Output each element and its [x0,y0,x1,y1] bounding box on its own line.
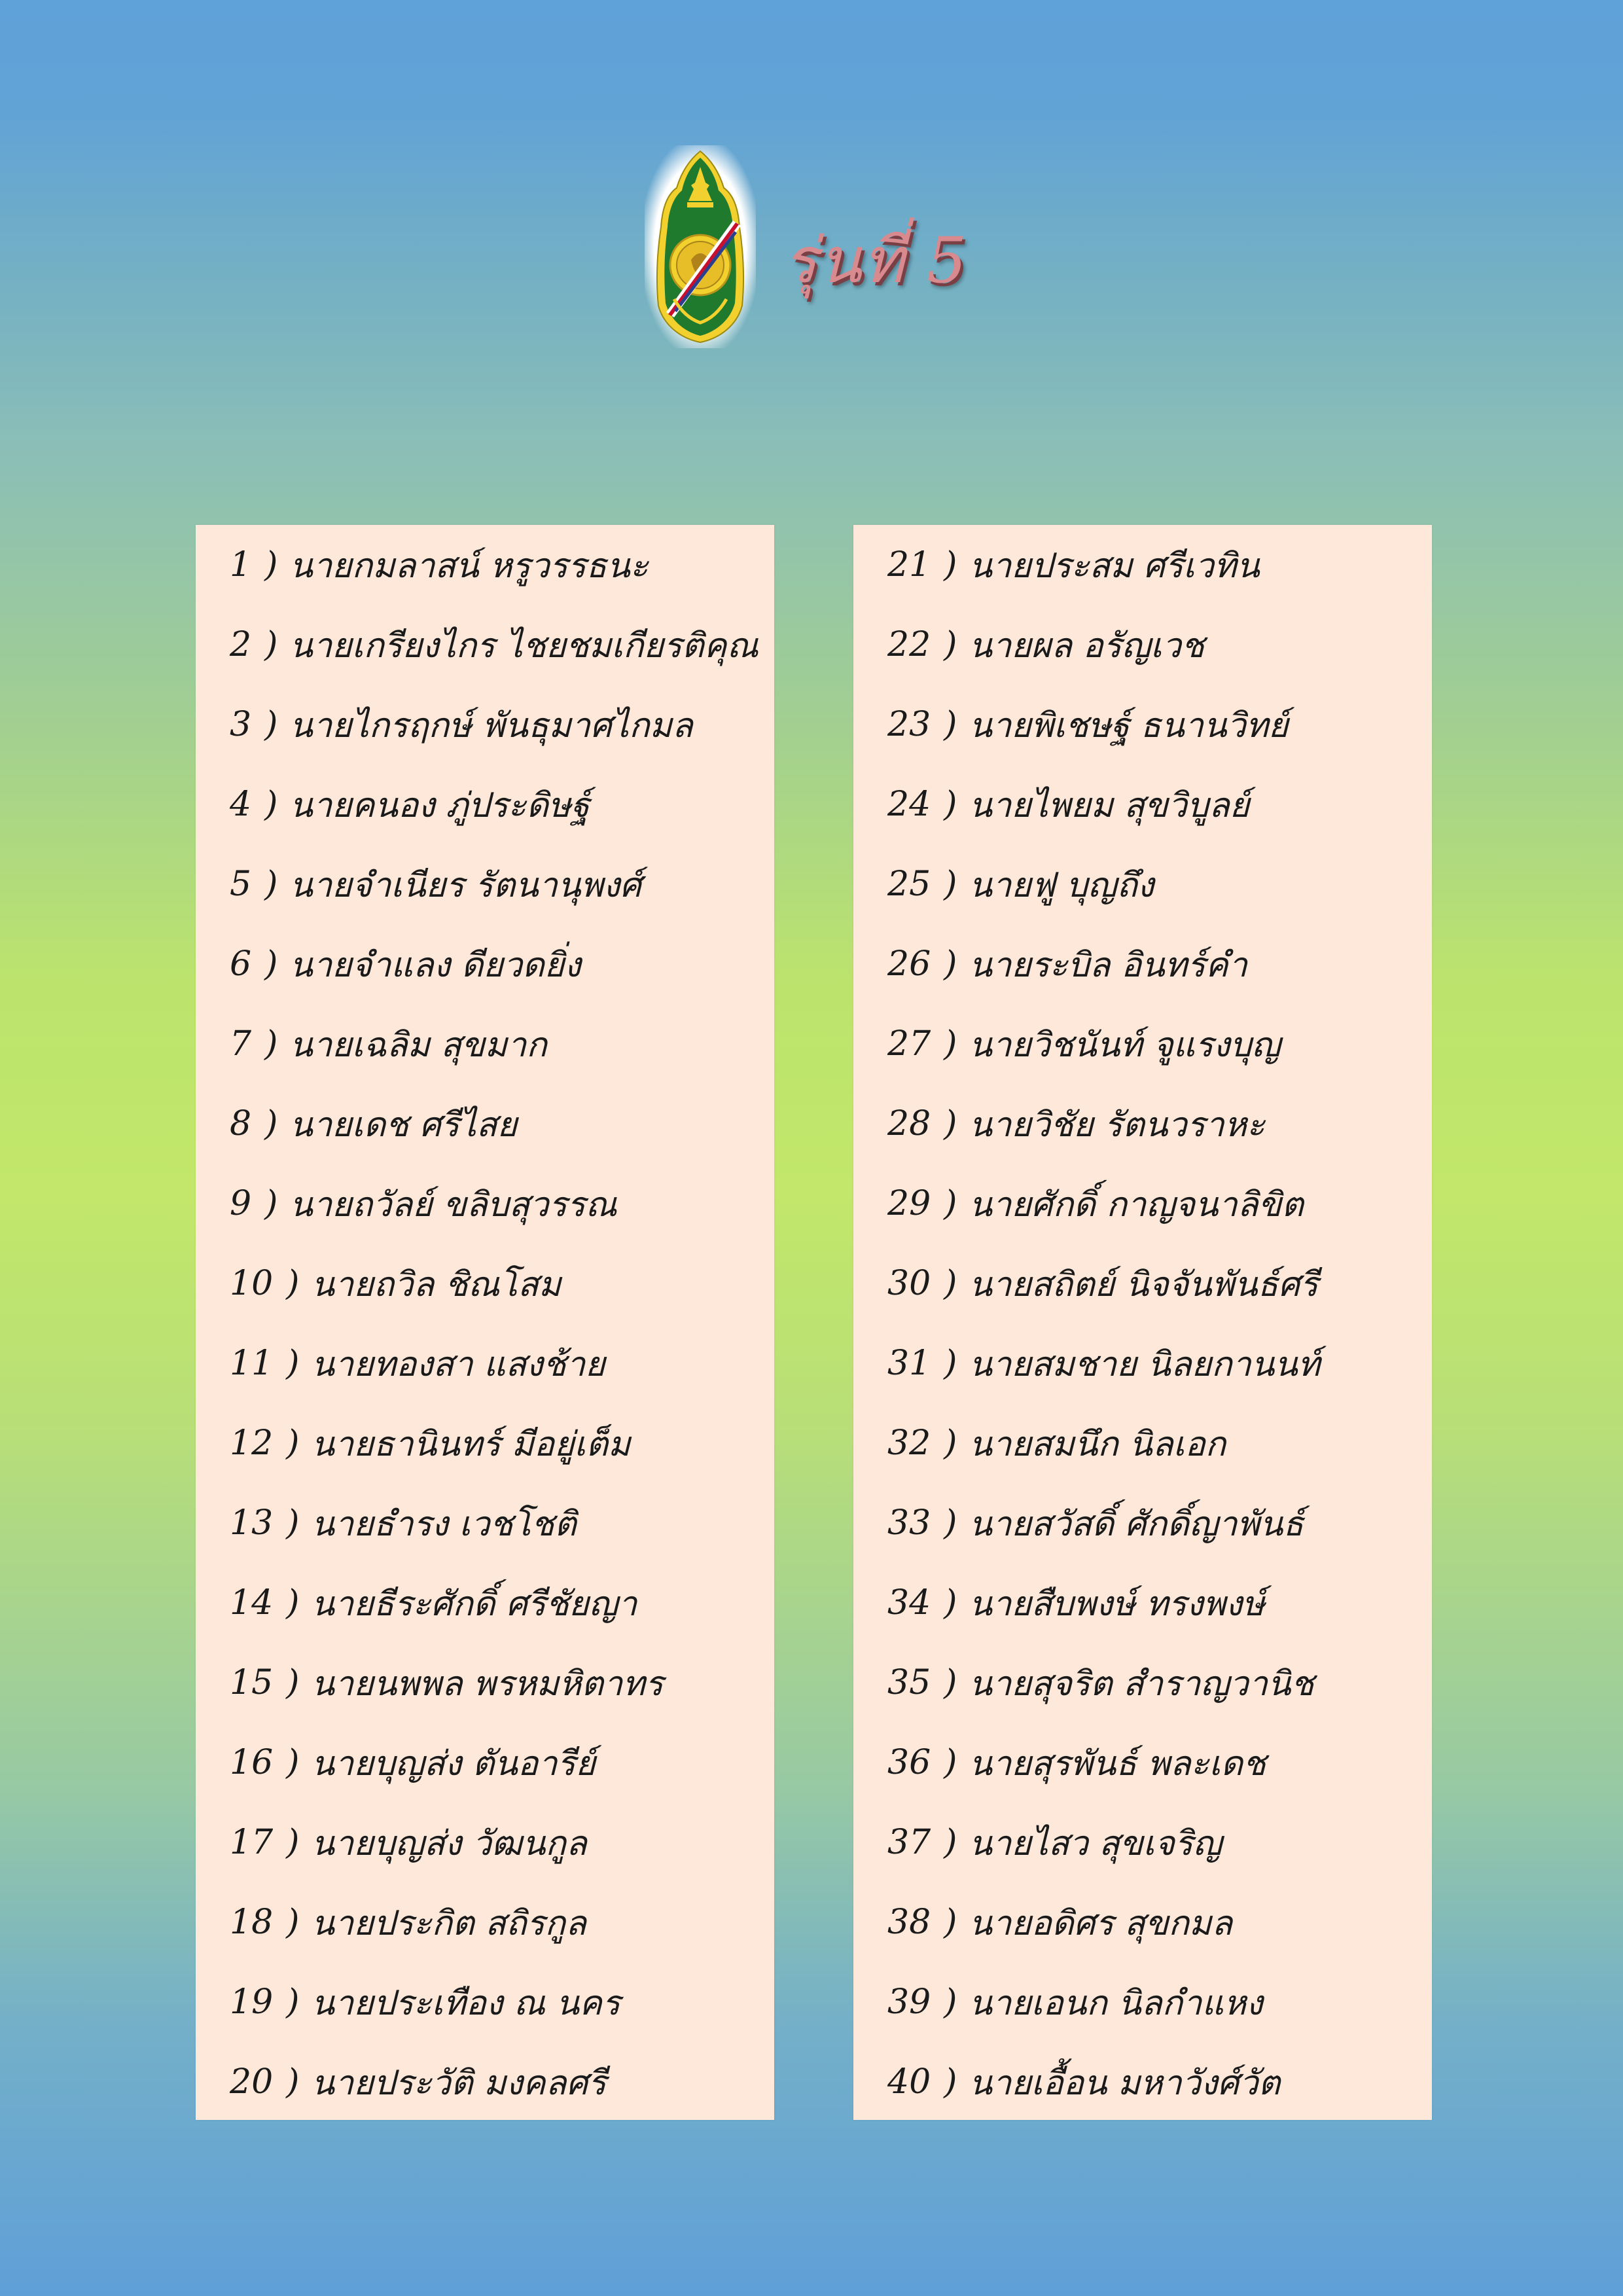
list-item [196,1643,774,1723]
page-title: รุ่นที่ 5 [783,224,969,297]
item-name: นายถวิล ชิณโสม [311,1265,562,1304]
item-number: 5 [230,865,252,904]
item-name: นายไสว สุขเจริญ [969,1823,1222,1863]
list-item [196,844,774,924]
item-separator: ) [286,2062,300,2102]
item-separator: ) [264,785,278,824]
item-name: นายประเทือง ณ นคร [311,1983,620,2023]
item-name: นายเกรียงไกร ไชยชมเกียรติคุณ [289,626,758,666]
item-number: 7 [230,1024,252,1064]
list-item [196,1403,774,1483]
item-separator: ) [944,1264,957,1303]
list-item [853,1244,1432,1323]
item-number: 9 [230,1184,252,1223]
list-item [853,844,1432,924]
list-item [853,1323,1432,1403]
list-item [853,1962,1432,2042]
item-number: 38 [887,1903,931,1942]
list-item [196,1084,774,1164]
item-number: 4 [230,785,252,824]
item-name: นายเฉลิม สุขมาก [289,1025,547,1065]
item-number: 37 [887,1823,931,1862]
item-separator: ) [944,625,957,664]
list-item [853,1164,1432,1244]
list-item [196,1563,774,1643]
item-number: 22 [887,625,931,664]
list-item [853,924,1432,1004]
item-separator: ) [944,2062,957,2102]
item-name: นายระบิล อินทร์คำ [969,945,1247,985]
item-separator: ) [944,865,957,904]
list-item [196,1004,774,1084]
item-name: นายเอื้อน มหาวังศ์วัต [969,2063,1281,2103]
item-number: 10 [230,1264,274,1303]
list-item [853,1723,1432,1803]
name-list-left [196,525,774,2120]
list-item [853,764,1432,844]
item-separator: ) [944,1503,957,1543]
list-item [196,605,774,685]
item-name: นายธำรง เวชโชติ [311,1504,577,1544]
item-name: นายอดิศร สุขกมล [969,1903,1233,1943]
list-item [853,1403,1432,1483]
item-separator: ) [286,1424,300,1463]
list-item [853,1803,1432,1882]
item-separator: ) [286,1503,300,1543]
list-item [853,1483,1432,1563]
item-separator: ) [944,1663,957,1702]
item-name: นายคนอง ภู่ประดิษฐ์ [289,785,590,825]
list-item [196,685,774,764]
item-number: 30 [887,1264,931,1303]
item-number: 39 [887,1982,931,2022]
item-separator: ) [286,1344,300,1383]
item-number: 24 [887,785,931,824]
item-number: 19 [230,1982,274,2022]
item-separator: ) [264,1184,278,1223]
item-name: นายเดช ศรีไสย [289,1105,518,1145]
item-name: นายสุจริต สำราญวานิช [969,1664,1314,1704]
list-item [196,1483,774,1563]
item-number: 15 [230,1663,274,1702]
item-number: 17 [230,1823,274,1862]
list-item [196,1164,774,1244]
item-number: 32 [887,1424,931,1463]
item-name: นายนพพล พรหมหิตาทร [311,1664,664,1704]
item-number: 20 [230,2062,274,2102]
item-name: นายวิชัย รัตนวราหะ [969,1105,1265,1145]
item-name: นายธีระศักดิ์ ศรีชัยญา [311,1584,637,1624]
item-name: นายสมชาย นิลยกานนท์ [969,1344,1321,1384]
item-number: 14 [230,1583,274,1623]
item-name: นายบุญส่ง วัฒนกูล [311,1823,587,1863]
list-item [196,1962,774,2042]
item-number: 40 [887,2062,931,2102]
list-item [196,1323,774,1403]
item-name: นายถวัลย์ ขลิบสุวรรณ [289,1185,617,1225]
item-separator: ) [286,1823,300,1862]
item-number: 34 [887,1583,931,1623]
list-item [853,1084,1432,1164]
list-item [853,1882,1432,1962]
item-separator: ) [944,1104,957,1143]
list-item [196,924,774,1004]
list-item [853,525,1432,605]
list-item [196,1244,774,1323]
item-number: 27 [887,1024,931,1064]
page-header [645,145,1011,355]
item-separator: ) [944,1823,957,1862]
list-item [196,525,774,605]
item-number: 35 [887,1663,931,1702]
item-name: นายสืบพงษ์ ทรงพงษ์ [969,1584,1265,1624]
item-number: 31 [887,1344,931,1383]
item-number: 12 [230,1424,274,1463]
item-separator: ) [264,944,278,984]
list-item [196,1723,774,1803]
item-separator: ) [944,944,957,984]
item-separator: ) [944,545,957,584]
item-number: 11 [230,1344,274,1383]
list-item [853,1643,1432,1723]
item-name: นายประสม ศรีเวทิน [969,546,1260,586]
item-number: 33 [887,1503,931,1543]
item-separator: ) [286,1903,300,1942]
item-separator: ) [944,1424,957,1463]
item-name: นายพิเชษฐ์ ธนานวิทย์ [969,706,1289,745]
item-name: นายทองสา แสงช้าย [311,1344,605,1384]
item-name: นายเอนก นิลกำแหง [969,1983,1263,2023]
list-item [853,605,1432,685]
item-number: 18 [230,1903,274,1942]
item-separator: ) [944,1982,957,2022]
item-name: นายวิชนันท์ จูแรงบุญ [969,1025,1281,1065]
item-separator: ) [264,1024,278,1064]
list-item [196,1803,774,1882]
item-separator: ) [944,785,957,824]
item-separator: ) [264,545,278,584]
item-name: นายสวัสดิ์ ศักดิ์ญาพันธ์ [969,1504,1304,1544]
item-separator: ) [944,1903,957,1942]
item-name: นายสถิตย์ นิจจันพันธ์ศรี [969,1265,1319,1304]
item-separator: ) [264,625,278,664]
item-number: 3 [230,705,252,744]
item-name: นายสมนึก นิลเอก [969,1424,1226,1464]
item-name: นายไพยม สุขวิบูลย์ [969,785,1250,825]
item-separator: ) [286,1264,300,1303]
item-name: นายบุญส่ง ตันอารีย์ [311,1744,596,1784]
item-separator: ) [944,1743,957,1782]
list-item [853,2042,1432,2122]
item-separator: ) [944,1024,957,1064]
item-name: นายศักดิ์ กาญจนาลิขิต [969,1185,1304,1225]
item-separator: ) [944,1184,957,1223]
item-separator: ) [264,705,278,744]
item-number: 23 [887,705,931,744]
item-separator: ) [286,1663,300,1702]
list-item [196,1882,774,1962]
item-name: นายจำแลง ดียวดยิ่ง [289,945,581,985]
item-number: 8 [230,1104,252,1143]
item-number: 16 [230,1743,274,1782]
item-name: นายจำเนียร รัตนานุพงศ์ [289,865,642,905]
name-list-right [853,525,1432,2120]
item-separator: ) [286,1743,300,1782]
item-number: 26 [887,944,931,984]
item-separator: ) [264,865,278,904]
item-separator: ) [264,1104,278,1143]
list-item [196,764,774,844]
item-name: นายฟู บุญถึง [969,865,1154,905]
item-number: 21 [887,545,931,584]
list-item [196,2042,774,2122]
item-number: 28 [887,1104,931,1143]
item-number: 1 [230,545,252,584]
item-number: 25 [887,865,931,904]
item-name: นายประวัติ มงคลศรี [311,2063,607,2103]
item-separator: ) [944,1583,957,1623]
item-name: นายกมลาสน์ หรูวรรธนะ [289,546,649,586]
item-number: 29 [887,1184,931,1223]
item-separator: ) [286,1583,300,1623]
item-name: นายธานินทร์ มีอยู่เต็ม [311,1424,631,1464]
list-item [853,1004,1432,1084]
item-separator: ) [944,705,957,744]
item-separator: ) [944,1344,957,1383]
item-name: นายสุรพันธ์ พละเดช [969,1744,1266,1784]
item-number: 36 [887,1743,931,1782]
list-item [853,685,1432,764]
emblem-icon [648,149,753,345]
item-number: 6 [230,944,252,984]
emblem [645,145,756,348]
item-number: 13 [230,1503,274,1543]
item-separator: ) [286,1982,300,2022]
item-name: นายไกรฤกษ์ พันธุมาศไกมล [289,706,693,745]
item-number: 2 [230,625,252,664]
item-name: นายผล อรัญเวช [969,626,1205,666]
list-item [853,1563,1432,1643]
item-name: นายประกิต สถิรกูล [311,1903,586,1943]
